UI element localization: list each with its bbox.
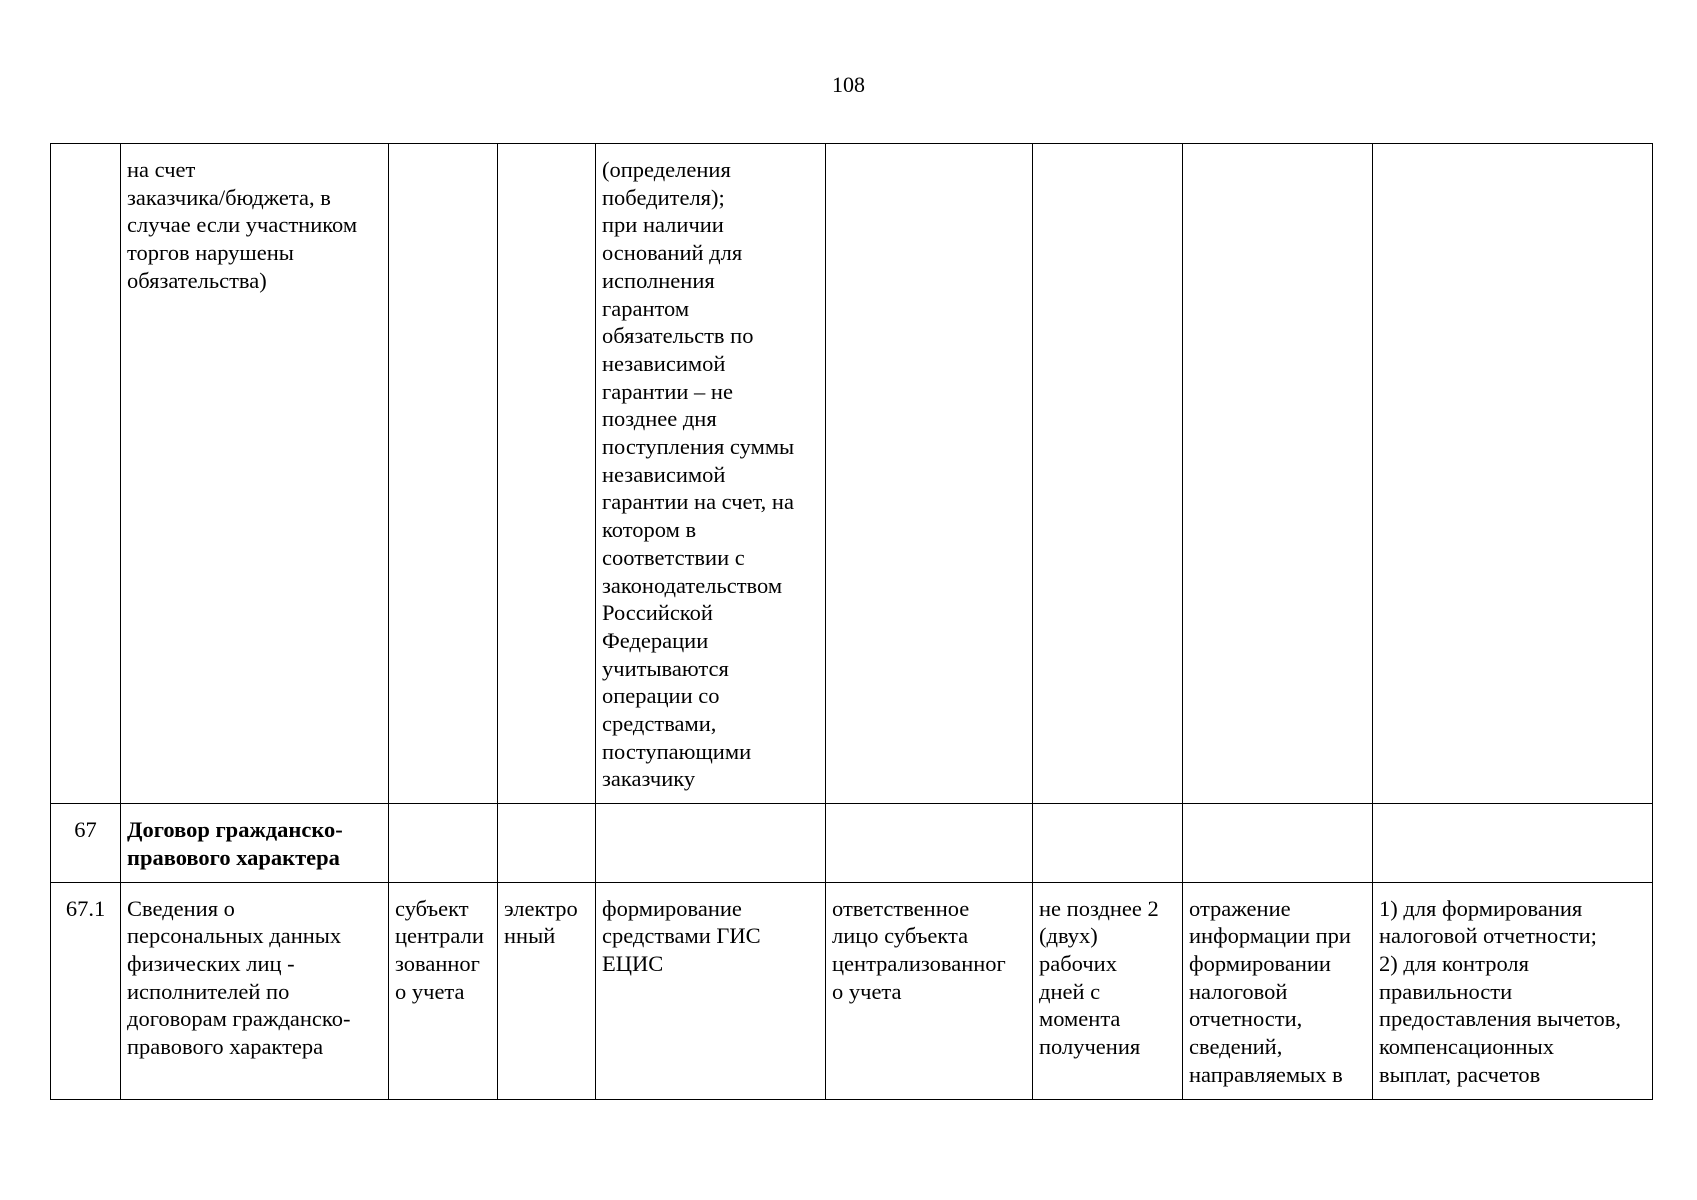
- table-row-section-67: [51, 804, 1653, 882]
- cell-creator: [389, 804, 498, 882]
- cell-reflection: [1183, 804, 1373, 882]
- cell-number: [51, 144, 121, 804]
- cell-form: электро нный: [498, 882, 596, 1099]
- cell-section-title: Договор гражданско- правового характера: [121, 804, 389, 882]
- cell-responsible: ответственное лицо субъекта централизованног о учета: [826, 882, 1033, 1099]
- cell-purpose: [1373, 804, 1653, 882]
- cell-document-name: на счет заказчика/бюджета, в случае если участником торгов нарушены обязательства): [121, 144, 389, 804]
- cell-deadline: [1033, 804, 1183, 882]
- cell-document-name: Сведения о персональных данных физических лиц - исполнителей по договорам гражданско- правового характера: [121, 882, 389, 1099]
- cell-number: 67.1: [51, 882, 121, 1099]
- cell-creator: [389, 144, 498, 804]
- cell-purpose: [1373, 144, 1653, 804]
- table-row-continuation: [51, 144, 1653, 804]
- cell-responsible: [826, 804, 1033, 882]
- register-table: [50, 143, 1653, 1100]
- cell-purpose: 1) для формирования налоговой отчетности; 2) для контроля правильности предоставления вычетов, компенсационных выплат, расчетов: [1373, 882, 1653, 1099]
- cell-procedure: [596, 804, 826, 882]
- cell-responsible: [826, 144, 1033, 804]
- cell-creator: субъект централи зованног о учета: [389, 882, 498, 1099]
- cell-deadline: не позднее 2 (двух) рабочих дней с момента получения: [1033, 882, 1183, 1099]
- table-row-67-1: [51, 882, 1653, 1099]
- cell-procedure: (определения победителя); при наличии оснований для исполнения гарантом обязательств по независимой гарантии – не позднее дня поступления суммы независимой гарантии на счет, на котором в соответствии с законодательством Российской Федерации учитываются операции со средствами, поступающими заказчику: [596, 144, 826, 804]
- cell-reflection: [1183, 144, 1373, 804]
- cell-form: [498, 804, 596, 882]
- cell-form: [498, 144, 596, 804]
- page-number: 108: [832, 72, 865, 97]
- cell-reflection: отражение информации при формировании налоговой отчетности, сведений, направляемых в: [1183, 882, 1373, 1099]
- cell-procedure: формирование средствами ГИС ЕЦИС: [596, 882, 826, 1099]
- cell-deadline: [1033, 144, 1183, 804]
- cell-number: 67: [51, 804, 121, 882]
